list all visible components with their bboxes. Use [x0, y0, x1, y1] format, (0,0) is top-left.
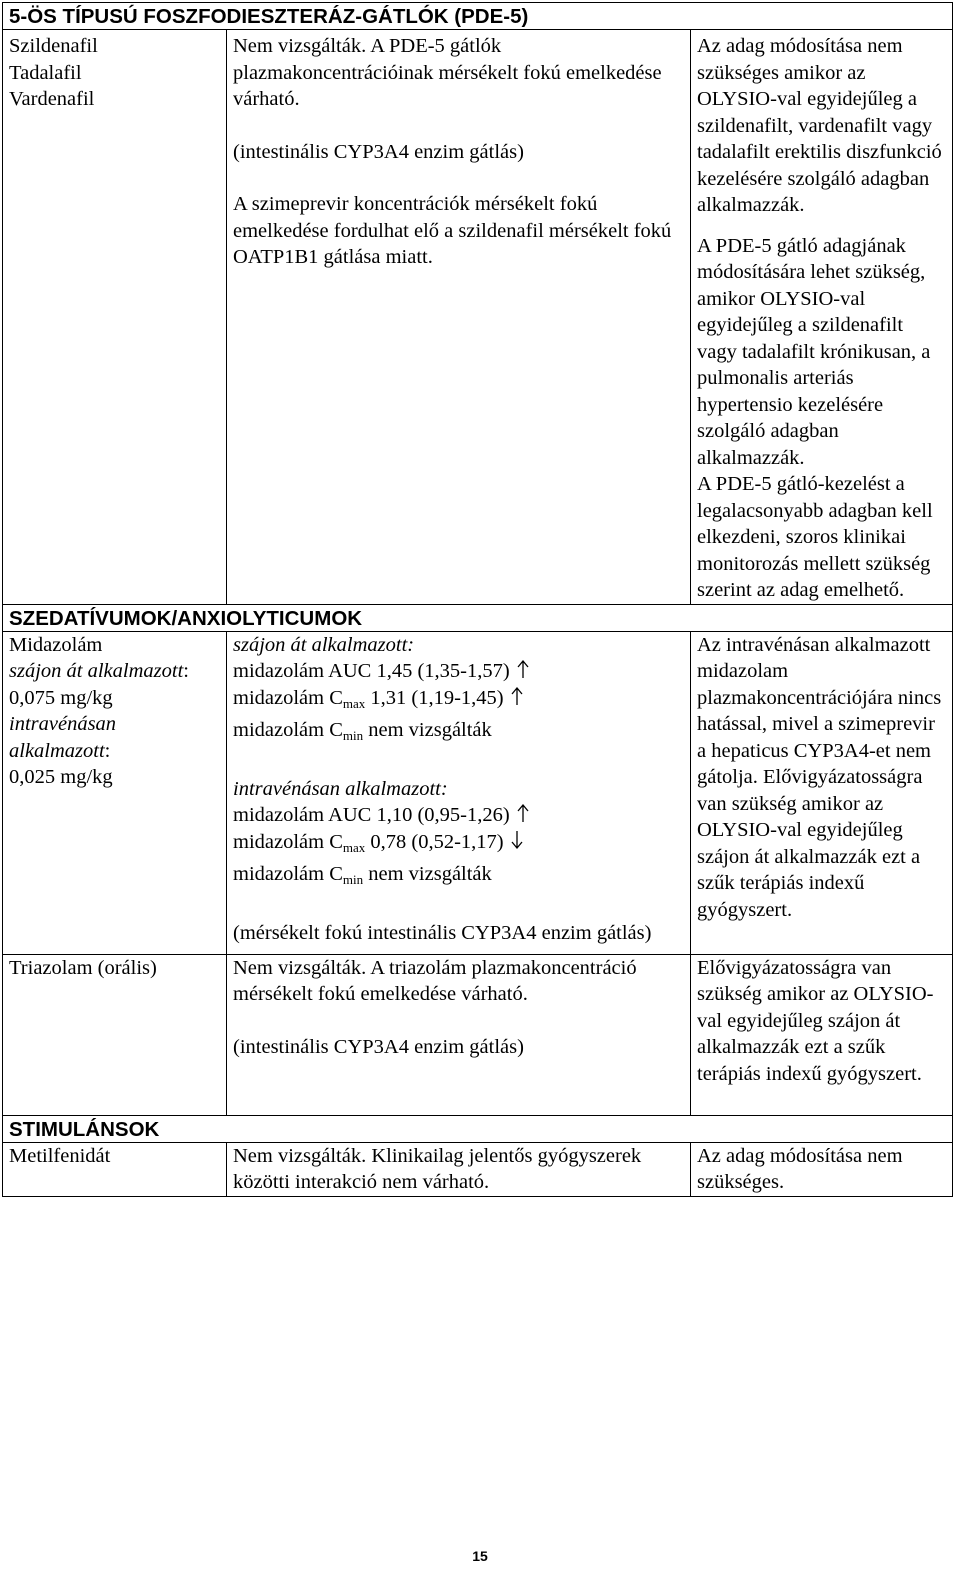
section-sedatives-heading: SZEDATÍVUMOK/ANXIOLYTICUMOK — [3, 604, 953, 631]
effect-mechanism: (intestinális CYP3A4 enzim gátlás) — [233, 1035, 524, 1058]
effect-text: Nem vizsgálták. A triazolám plazmakoncentráció mérsékelt fokú emelkedése várható. — [233, 956, 637, 1005]
effect-cell — [227, 631, 691, 954]
iv-heading: intravénásan alkalmazott: — [233, 777, 448, 800]
dose-route-label: intravénásan alkalmazott — [9, 713, 117, 762]
drug-cell — [3, 631, 227, 954]
dose-colon: : — [104, 739, 111, 762]
table-row — [3, 30, 953, 605]
arrow-down-icon — [510, 831, 524, 849]
effect-text: Nem vizsgálták. A PDE-5 gátlók plazmakoncentrációinak mérsékelt fokú emelkedése várható. — [233, 35, 662, 110]
recommendation-text: Elővigyázatosságra van szükség amikor az OLYSIO-val egyidejűleg szájon át alkalmazzák ezt a szűk terápiás indexű gyógyszert. — [697, 956, 934, 1085]
effect-cell — [227, 954, 691, 1115]
drug-cell — [3, 954, 227, 1115]
table-row — [3, 1142, 953, 1196]
recommendation-cell — [691, 631, 953, 954]
pk-line: midazolám AUC 1,10 (0,95-1,26) — [233, 802, 684, 829]
recommendation-cell — [691, 954, 953, 1115]
table-row — [3, 954, 953, 1115]
drug-name: Midazolám — [9, 633, 103, 656]
dose-value: 0,025 mg/kg — [9, 766, 113, 788]
recommendation-text: Az adag módosítása nem szükséges. — [697, 1144, 903, 1193]
effect-text: A szimeprevir koncentrációk mérsékelt fokú emelkedése fordulhat elő a szildenafil mérsékelt fokú OATP1B1 gátlása miatt. — [233, 193, 672, 268]
pk-line: midazolám $C_{max}$ 0,78 (0,52-1,17) — [233, 829, 684, 862]
section-header-row — [3, 604, 953, 631]
arrow-up-icon — [516, 660, 530, 678]
pk-line: midazolám $C_{min}$ nem vizsgálták — [233, 719, 492, 743]
pk-line: midazolám $C_{max}$ 1,31 (1,19-1,45) — [233, 685, 684, 718]
recommendation-cell — [691, 30, 953, 605]
effect-cell — [227, 1142, 691, 1196]
drug-name: Vardenafil — [9, 88, 95, 110]
drug-cell — [3, 30, 227, 605]
section-header-row — [3, 3, 953, 30]
interaction-table — [2, 2, 953, 1197]
page-number: 15 — [472, 1548, 488, 1564]
recommendation-cell — [691, 1142, 953, 1196]
drug-name: Metilfenidát — [9, 1144, 111, 1167]
arrow-up-icon — [510, 687, 524, 705]
drug-name: Triazolam (orális) — [9, 956, 157, 979]
dose-route-label: szájon át alkalmazott — [9, 660, 184, 682]
effect-mechanism: (intestinális CYP3A4 enzim gátlás) — [233, 140, 524, 163]
effect-text: Nem vizsgálták. Klinikailag jelentős gyógyszerek közötti interakció nem várható. — [233, 1144, 642, 1193]
recommendation-text: Az intravénásan alkalmazott midazolam plazmakoncentrációjára nincs hatással, mivel a szimeprevir a hepaticus CYP3A4-et nem gátolja. Elővigyázatosságra van szükség amikor az OLYSIO-val egyidejűleg szájon át alkalmazzák ezt a szűk terápiás indexű gyógyszert. — [697, 633, 942, 921]
arrow-up-icon — [516, 804, 530, 822]
drug-name: Tadalafil — [9, 61, 82, 84]
drug-cell — [3, 1142, 227, 1196]
pk-line: midazolám AUC 1,45 (1,35-1,57) — [233, 658, 684, 685]
section-pde5-heading: 5-ÖS TÍPUSÚ FOSZFODIESZTERÁZ-GÁTLÓK (PDE-5) — [3, 3, 953, 30]
recommendation-text: A PDE-5 gátló adagjának módosítására lehet szükség, amikor OLYSIO-val egyidejűleg a szildenafilt vagy tadalafilt krónikusan, a pulmonalis arteriás hypertensio kezelésére szolgáló adagban alkalmazzák. — [697, 234, 931, 469]
recommendation-text: A PDE-5 gátló-kezelést a legalacsonyabb adagban kell elkezdeni, szoros klinikai monitorozás mellett szükség szerint az adag emelhető. — [697, 473, 933, 601]
pk-line: midazolám $C_{min}$ nem vizsgálták — [233, 863, 492, 887]
effect-mechanism: (mérsékelt fokú intestinális CYP3A4 enzim gátlás) — [233, 921, 652, 944]
drug-name: Szildenafil — [9, 35, 98, 57]
dose-value: 0,075 mg/kg — [9, 686, 113, 709]
recommendation-text: Az adag módosítása nem szükséges amikor az OLYSIO-val egyidejűleg a szildenafilt, vardenafilt vagy tadalafilt erektilis diszfunkció kezelésére szolgáló adagban alkalmazzák. — [697, 35, 942, 216]
section-stimulants-heading: STIMULÁNSOK — [3, 1115, 953, 1142]
dose-colon: : — [183, 660, 189, 682]
table-row — [3, 631, 953, 954]
section-header-row — [3, 1115, 953, 1142]
effect-cell — [227, 30, 691, 605]
oral-heading: szájon át alkalmazott: — [233, 633, 415, 656]
